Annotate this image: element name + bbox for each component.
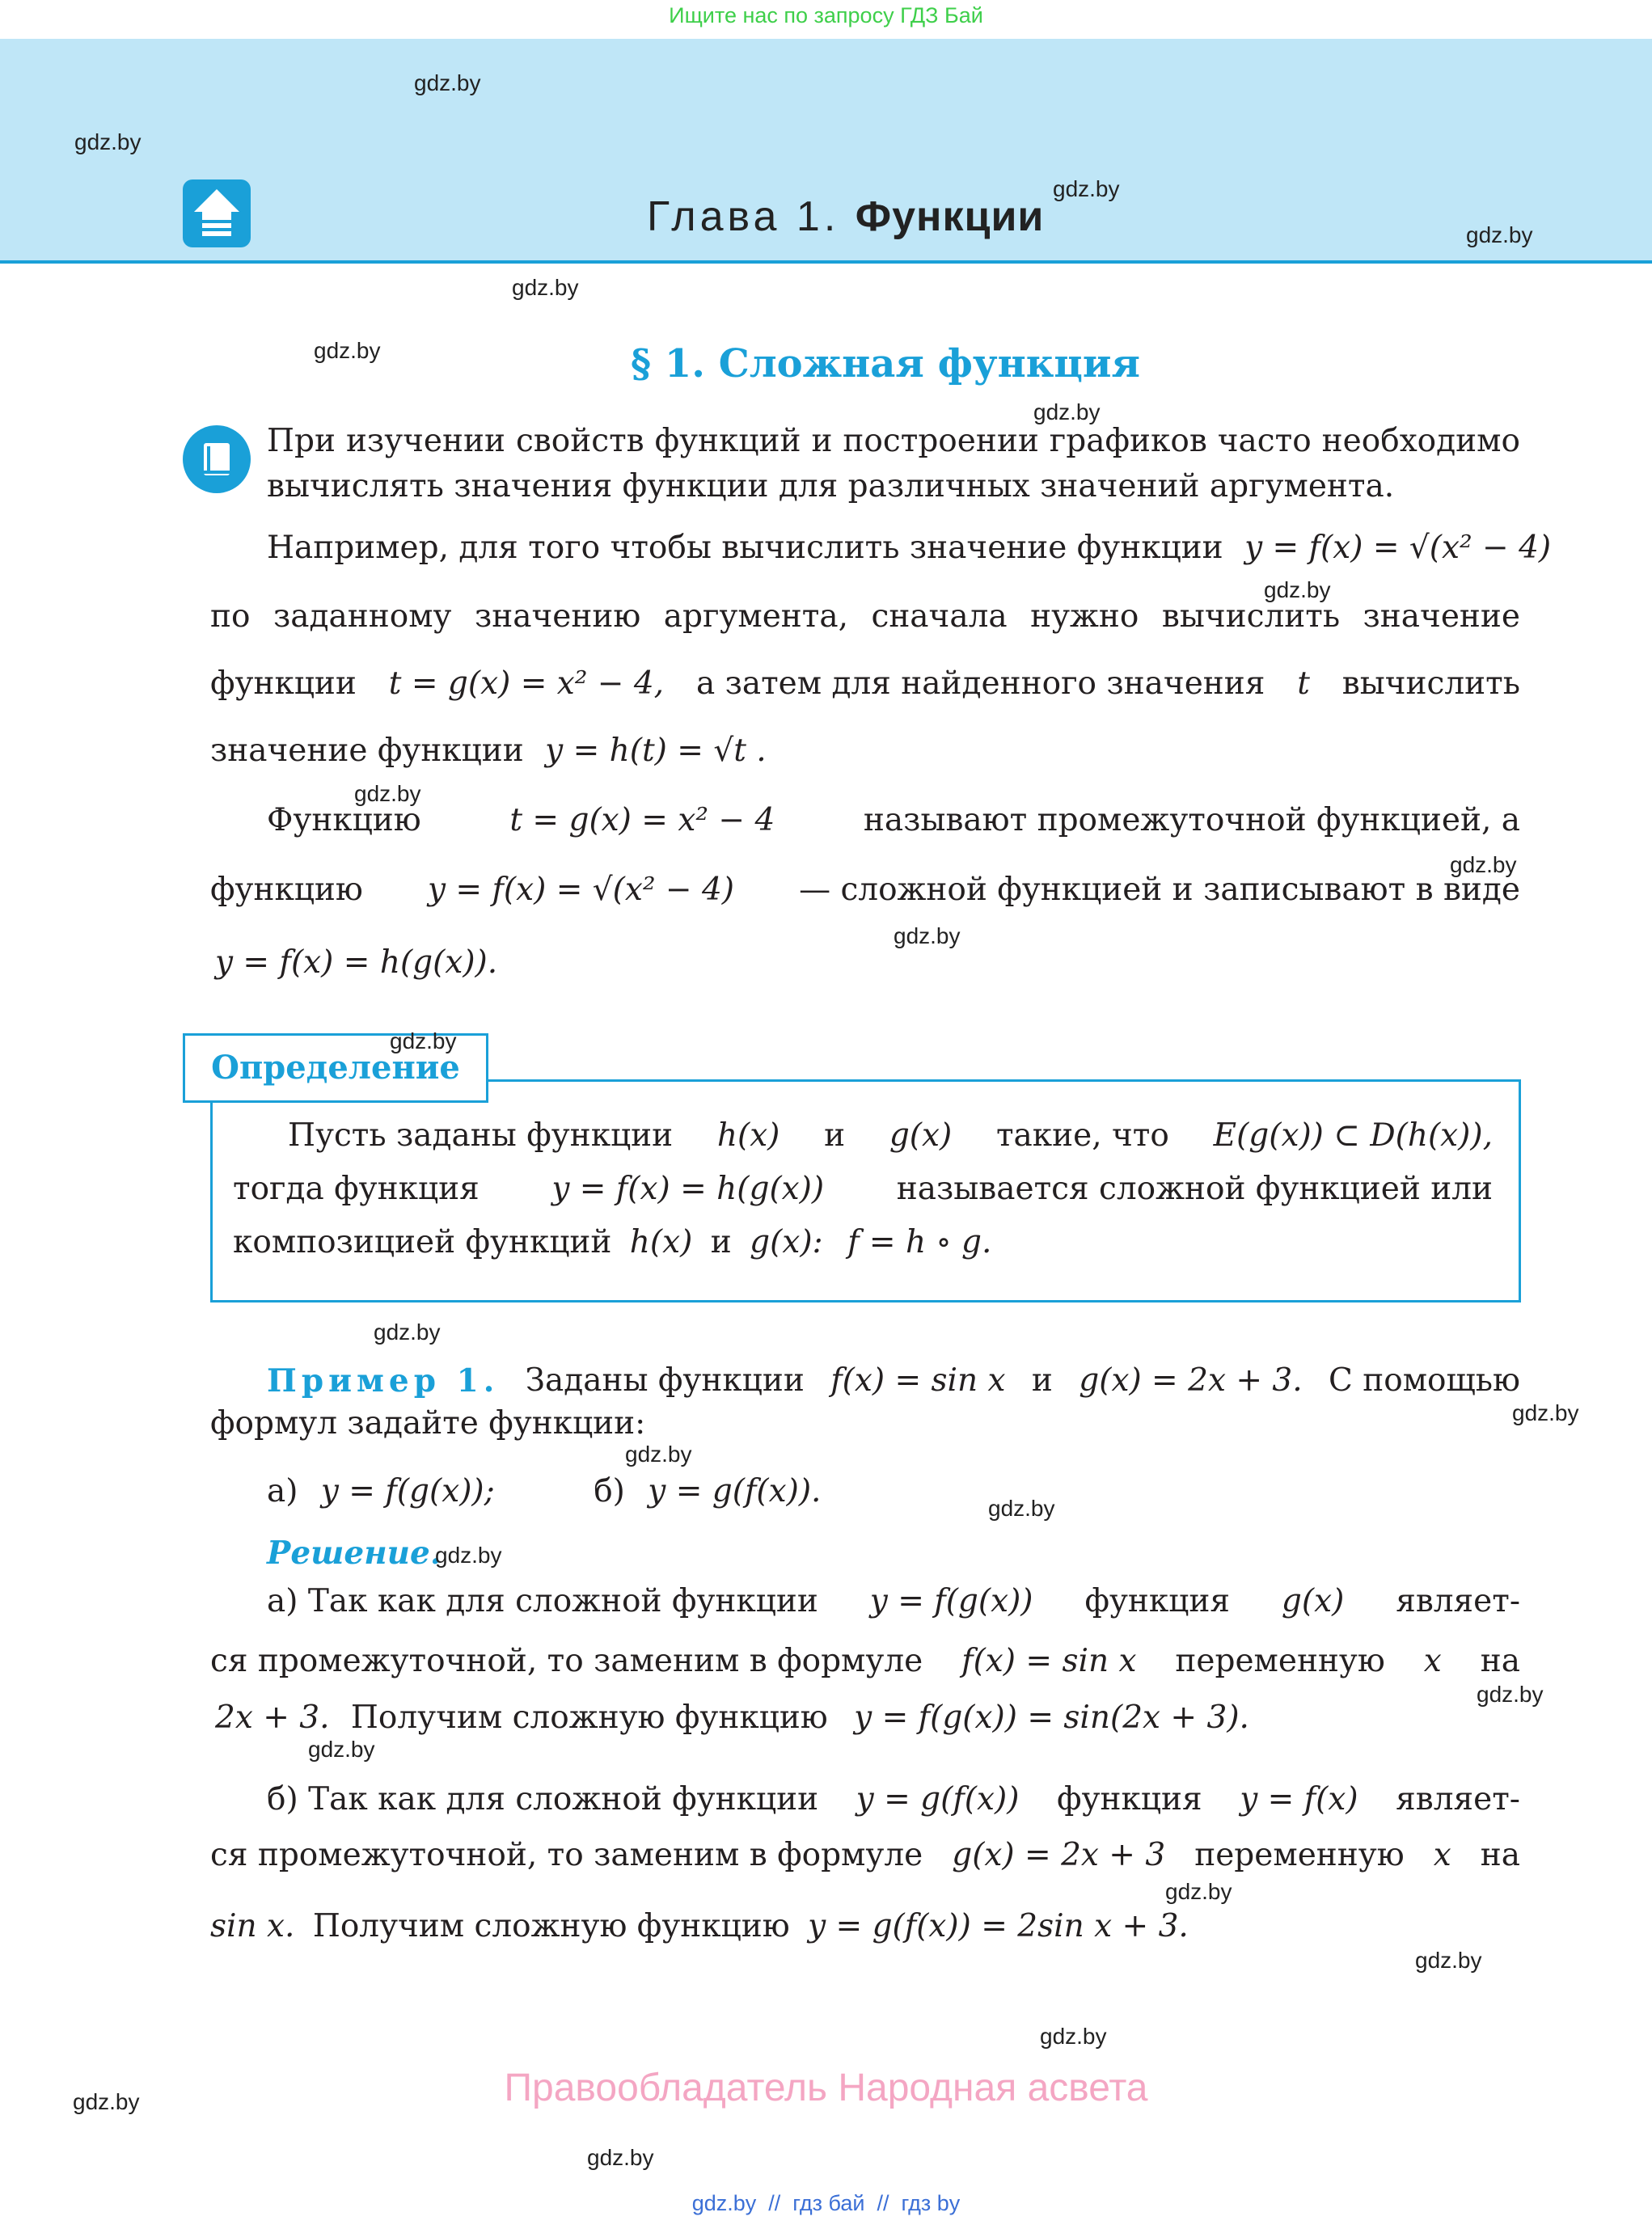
text: функция: [1057, 1781, 1202, 1818]
watermark: gdz.by: [1450, 852, 1517, 877]
copyright-notice: Правообладатель Народная асвета: [504, 2067, 1148, 2109]
text-line: [267, 530, 1551, 566]
text: — сложной функцией и записывают в виде: [799, 872, 1520, 908]
top-search-note: Ищите нас по запросу ГДЗ Бай: [669, 3, 983, 27]
text: тогда функция: [233, 1171, 480, 1207]
watermark: gdz.by: [1466, 222, 1533, 247]
text: такие, что: [995, 1117, 1169, 1154]
formula: g(x): [889, 1117, 953, 1154]
text: вычислить: [1341, 665, 1520, 702]
text: а затем для найденного значения: [695, 665, 1265, 702]
formula: f(x) = sin x: [961, 1643, 1137, 1679]
text-line: [215, 1699, 1249, 1736]
formula: x: [1423, 1643, 1442, 1679]
text-line: [233, 1224, 991, 1260]
formula: t = g(x) = x² − 4: [509, 802, 775, 838]
text: Получим сложную функцию: [350, 1699, 828, 1736]
formula: y = f(g(x)): [869, 1583, 1033, 1619]
text-line: по заданному значению аргумента, сначала нужно вычислить значение: [210, 598, 1520, 635]
text: композицией функций: [233, 1224, 612, 1260]
watermark: gdz.by: [512, 275, 579, 300]
text: значение функции: [210, 733, 524, 769]
formula: y = f(x): [1240, 1781, 1358, 1818]
text: переменную: [1194, 1837, 1405, 1873]
text: являет-: [1396, 1781, 1520, 1818]
formula: g(x) = 2x + 3: [952, 1837, 1166, 1873]
formula: 2x + 3.: [215, 1699, 330, 1736]
text-line: [210, 1908, 1189, 1944]
text-line: [210, 1643, 1520, 1679]
solution-label: Решение.: [267, 1535, 442, 1572]
watermark: gdz.by: [1415, 1948, 1482, 1973]
text-line: [267, 802, 1520, 838]
formula: t: [1297, 665, 1310, 702]
watermark: gdz.by: [1264, 577, 1331, 602]
formula: y = g(f(x)): [856, 1781, 1020, 1818]
watermark: gdz.by: [1033, 399, 1101, 424]
formula: sin x.: [210, 1908, 295, 1944]
text-line: [210, 665, 1520, 702]
text: ся промежуточной, то заменим в формуле: [210, 1643, 923, 1679]
chapter-prefix: Глава 1.: [647, 193, 840, 240]
text: С помощью: [1329, 1362, 1520, 1399]
formula: f = h ∘ g.: [847, 1224, 992, 1260]
watermark: gdz.by: [1512, 1400, 1579, 1425]
text-line: [210, 1837, 1520, 1873]
text: на: [1480, 1837, 1520, 1873]
formula: y = f(g(x)) = sin(2x + 3).: [854, 1699, 1249, 1736]
text: функция: [1084, 1583, 1230, 1619]
watermark: gdz.by: [308, 1737, 375, 1762]
text: Пусть заданы функции: [288, 1117, 674, 1154]
formula: y = g(f(x)) = 2sin x + 3.: [808, 1908, 1189, 1944]
chapter-title: [647, 192, 1044, 241]
text: ся промежуточной, то заменим в формуле: [210, 1837, 923, 1873]
text: Получим сложную функцию: [312, 1908, 790, 1944]
text: Функцию: [267, 802, 421, 838]
watermark: gdz.by: [625, 1442, 692, 1467]
text: Например, для того чтобы вычислить значение функции: [267, 530, 1223, 566]
example-label: Пример 1.: [267, 1362, 500, 1400]
formula: g(x): [1281, 1583, 1345, 1619]
formula: y = g(f(x)).: [648, 1473, 822, 1509]
formula: f(x) = sin x: [830, 1362, 1006, 1399]
text: а) Так как для сложной функции: [267, 1583, 818, 1619]
formula: g(x):: [750, 1224, 823, 1260]
text-line: [210, 733, 767, 769]
text: б) Так как для сложной функции: [267, 1781, 819, 1818]
text-line: [267, 1781, 1520, 1818]
text: Заданы функции: [525, 1362, 805, 1399]
formula: h(x): [629, 1224, 693, 1260]
watermark: gdz.by: [390, 1028, 457, 1053]
watermark: gdz.by: [374, 1319, 441, 1345]
watermark: gdz.by: [587, 2145, 654, 2170]
watermark: gdz.by: [894, 923, 961, 948]
formula: y = f(x) = h(g(x)): [551, 1171, 825, 1207]
text: на: [1480, 1643, 1520, 1679]
text-line: [210, 872, 1520, 908]
text: а): [267, 1473, 298, 1509]
text: называют промежуточной функцией, а: [863, 802, 1520, 838]
text-line: [233, 1171, 1493, 1207]
formula: h(x): [716, 1117, 780, 1154]
text: б): [594, 1473, 625, 1509]
text-line: [288, 1117, 1493, 1154]
formula: y = h(t) = √t .: [545, 733, 767, 769]
text: и: [824, 1117, 846, 1154]
text: функцию: [210, 872, 363, 908]
formula: g(x) = 2x + 3.: [1079, 1362, 1303, 1399]
watermark: gdz.by: [314, 338, 381, 363]
section-title: § 1. Сложная функция: [631, 341, 1140, 386]
text-line: [267, 1583, 1520, 1619]
footer-links[interactable]: gdz.by // гдз бай // гдз by: [691, 2191, 961, 2215]
formula: y = f(x) = √(x² − 4): [427, 872, 734, 908]
text: переменную: [1175, 1643, 1385, 1679]
intro-paragraph: При изучении свойств функций и построении графиков часто необходимо вычислять значения функции для различных значений аргумента.: [267, 423, 1520, 505]
watermark: gdz.by: [1477, 1682, 1544, 1707]
watermark: gdz.by: [1053, 176, 1120, 201]
watermark: gdz.by: [74, 129, 142, 154]
text-line: формул задайте функции:: [210, 1405, 646, 1442]
formula: y = f(x) = √(x² − 4): [1244, 530, 1552, 566]
text: и: [1031, 1362, 1053, 1399]
definition-label: Определение: [183, 1033, 488, 1103]
watermark: gdz.by: [1040, 2024, 1107, 2049]
text-line: [267, 1362, 1520, 1400]
watermark: gdz.by: [435, 1543, 502, 1568]
text: и: [710, 1224, 732, 1260]
formula: t = g(x) = x² − 4,: [388, 665, 665, 702]
chapter-name: Функции: [855, 193, 1045, 240]
watermark: gdz.by: [1165, 1879, 1232, 1904]
watermark: gdz.by: [354, 781, 421, 806]
text: являет-: [1396, 1583, 1520, 1619]
formula: x: [1433, 1837, 1451, 1873]
task-list: [267, 1473, 821, 1509]
text: называется сложной функцией или: [896, 1171, 1493, 1207]
text: функции: [210, 665, 357, 702]
formula: E(g(x)) ⊂ D(h(x)),: [1213, 1117, 1493, 1154]
watermark: gdz.by: [988, 1496, 1055, 1521]
formula: y = f(g(x));: [320, 1473, 495, 1509]
home-icon[interactable]: [183, 179, 251, 247]
watermark: gdz.by: [73, 2089, 140, 2114]
book-icon: [183, 425, 251, 493]
watermark: gdz.by: [414, 70, 481, 95]
formula: y = f(x) = h(g(x)).: [215, 944, 498, 981]
